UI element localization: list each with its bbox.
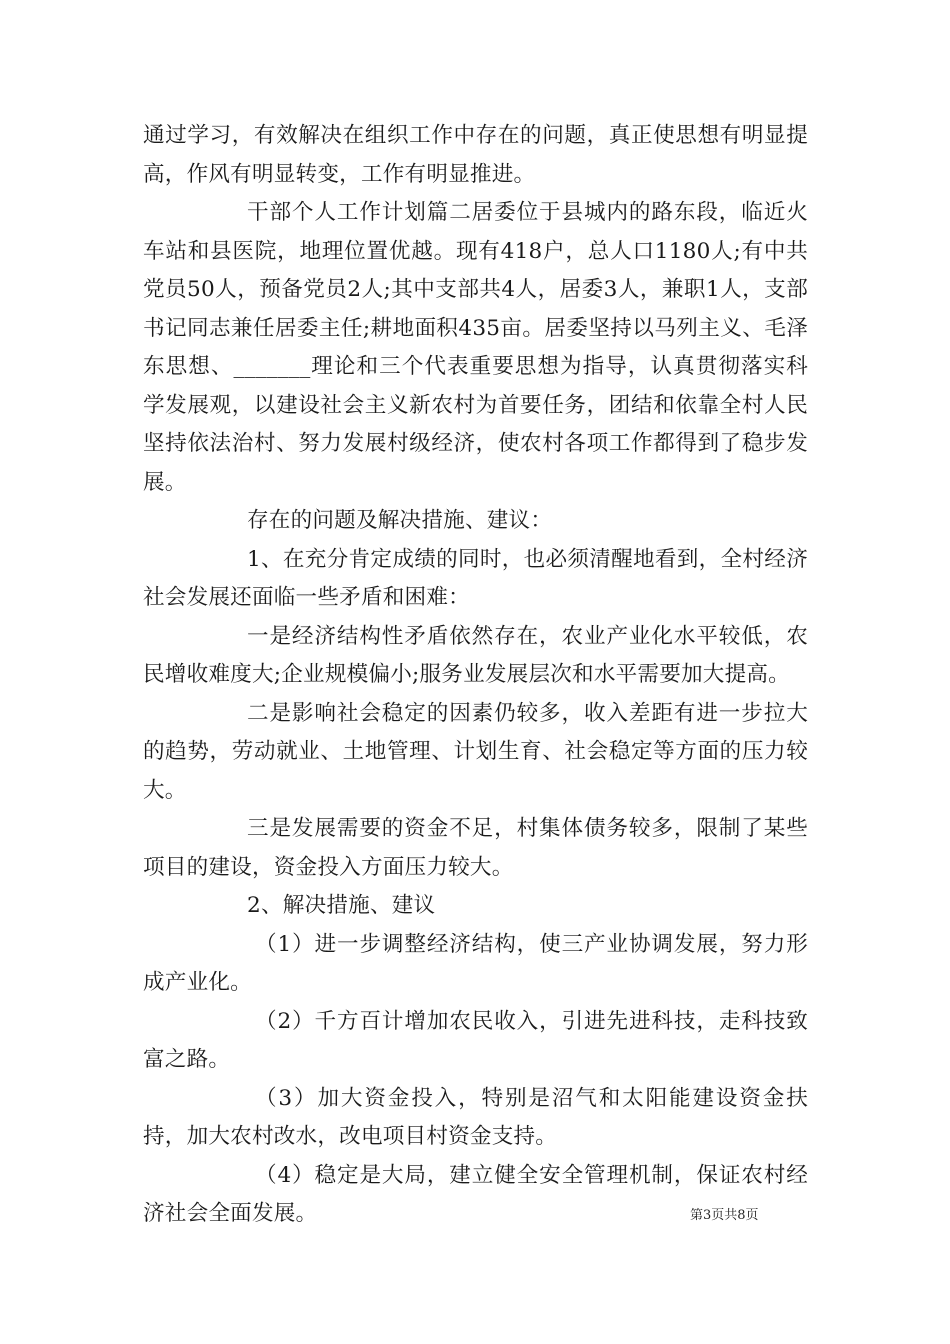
paragraph-problem-3: 三是发展需要的资金不足，村集体债务较多，限制了某些项目的建设，资金投入方面压力较大。 [143, 816, 808, 880]
paragraph-measure-1: （1）进一步调整经济结构，使三产业协调发展，努力形成产业化。 [143, 931, 808, 995]
paragraph-problem-2: 二是影响社会稳定的因素仍较多，收入差距有进一步拉大的趋势，劳动就业、土地管理、计划生育、社会稳定等方面的压力较大。 [143, 700, 808, 803]
paragraph-measure-4: （4）稳定是大局，建立健全安全管理机制，保证农村经济社会全面发展。 [143, 1162, 808, 1226]
paragraph-problem-1: 一是经济结构性矛盾依然存在，农业产业化水平较低，农民增收难度大;企业规模偏小;服务业发展层次和水平需要加大提高。 [143, 623, 808, 687]
document-body [143, 117, 808, 1234]
paragraph-section-1-intro: 1、在充分肯定成绩的同时，也必须清醒地看到，全村经济社会发展还面临一些矛盾和困难： [143, 546, 808, 610]
paragraph-committee-overview: 干部个人工作计划篇二居委位于县城内的路东段，临近火车站和县医院，地理位置优越。现有418户，总人口1180人;有中共党员50人，预备党员2人;其中支部共4人，居委3人，兼职1人，支部书记同志兼任居委主任;耕地面积435亩。居委坚持以马列主义、毛泽东思想、_______理论和三个代表重要思想为指导，认真贯彻落实科学发展观，以建设社会主义新农村为首要任务，团结和依靠全村人民坚持依法治村、努力发展村级经济，使农村各项工作都得到了稳步发展。 [143, 200, 808, 495]
paragraph-measure-2: （2）千方百计增加农民收入，引进先进科技，走科技致富之路。 [143, 1008, 808, 1072]
heading-section-2: 2、解决措施、建议 [247, 893, 436, 918]
page-number-footer: 第3页共8页 [690, 1208, 759, 1223]
paragraph-study-conclusion: 通过学习，有效解决在组织工作中存在的问题，真正使思想有明显提高，作风有明显转变，工作有明显推进。 [143, 123, 808, 187]
heading-problems-and-measures: 存在的问题及解决措施、建议： [247, 508, 553, 533]
paragraph-measure-3: （3）加大资金投入，特别是沼气和太阳能建设资金扶持，加大农村改水，改电项目村资金支持。 [143, 1085, 808, 1149]
